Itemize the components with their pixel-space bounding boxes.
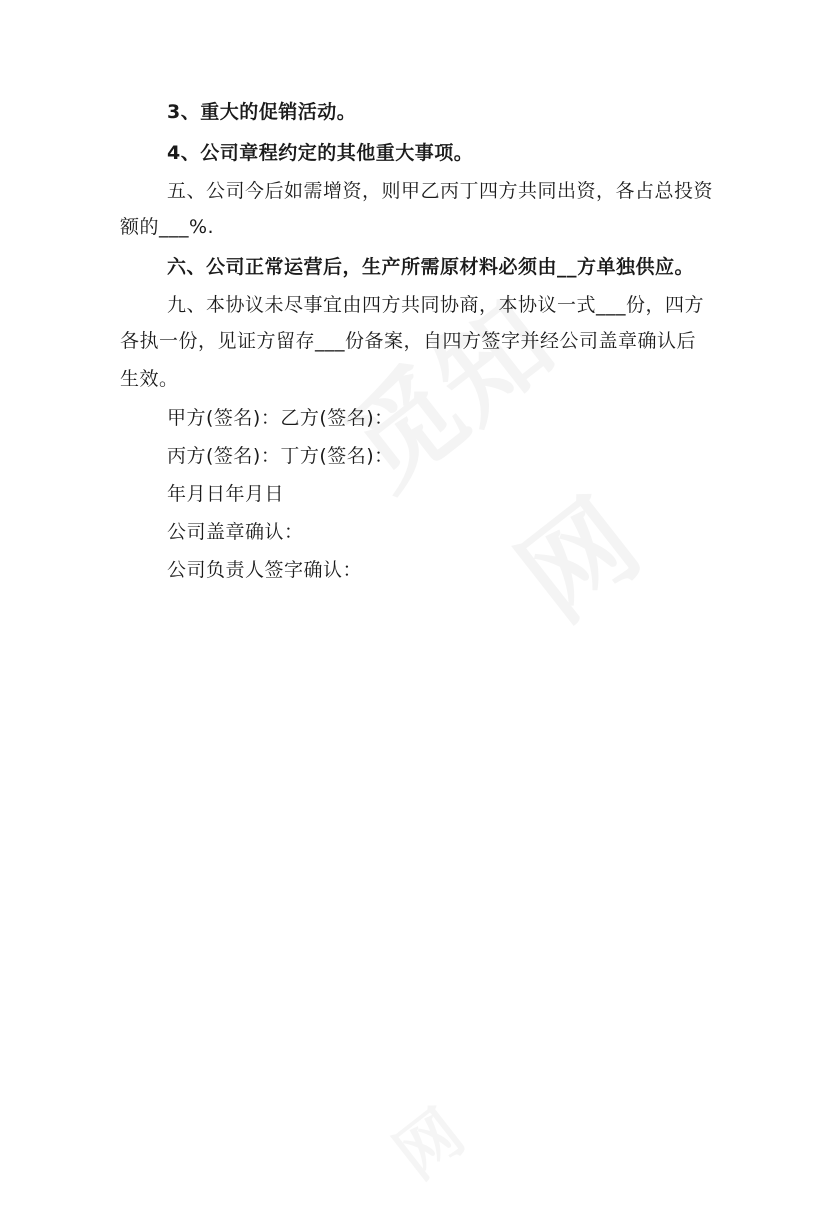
company-seal-confirmation: 公司盖章确认： <box>167 521 304 543</box>
signature-dates: 年月日年月日 <box>167 483 285 505</box>
clause-5-capital-increase: 五、公司今后如需增资，则甲乙丙丁四方共同出资，各占总投资 <box>167 180 714 202</box>
company-head-signature: 公司负责人签字确认： <box>167 559 363 581</box>
signature-party-c-d: 丙方(签名)：丁方(签名)： <box>167 445 394 467</box>
item-4-other-matters: 4、公司章程约定的其他重大事项。 <box>167 142 474 164</box>
clause-6-raw-materials: 六、公司正常运营后，生产所需原材料必须由__方单独供应。 <box>167 256 695 278</box>
signature-party-a-b: 甲方(签名)：乙方(签名)： <box>167 407 394 429</box>
watermark-bottom <box>338 1062 523 1228</box>
item-3-promotion: 3、重大的促销活动。 <box>167 101 357 123</box>
clause-5-continued: 额的___%. <box>120 216 215 238</box>
clause-9-continued-1: 各执一份，见证方留存___份备案，自四方签字并经公司盖章确认后 <box>120 330 697 352</box>
clause-9-continued-2: 生效。 <box>120 368 179 390</box>
clause-9-matters: 九、本协议未尽事宜由四方共同协商，本协议一式___份，四方 <box>167 294 705 316</box>
